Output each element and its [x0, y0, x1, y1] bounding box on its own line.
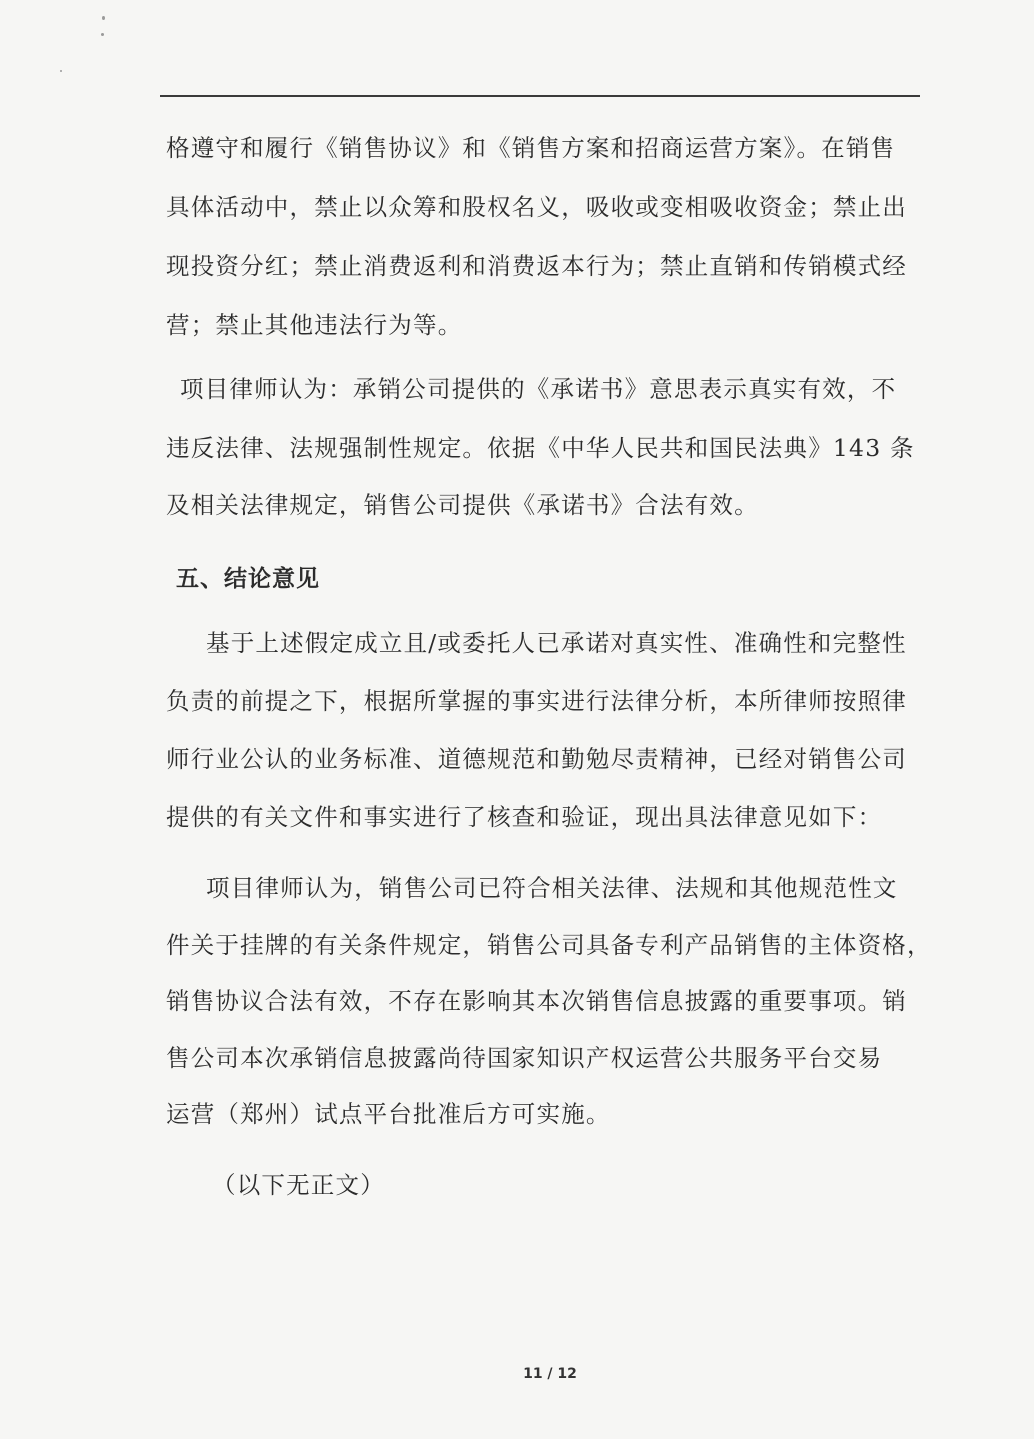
paragraph-1-line: 具体活动中，禁止以众筹和股权名义，吸收或变相吸收资金；禁止出	[166, 193, 907, 221]
speck	[60, 70, 62, 72]
paragraph-4-line: 项目律师认为，销售公司已符合相关法律、法规和其他规范性文	[206, 874, 898, 902]
page-number: 11 / 12	[523, 1366, 577, 1382]
paragraph-1-line: 营；禁止其他违法行为等。	[166, 311, 463, 339]
paragraph-4-line: 件关于挂牌的有关条件规定，销售公司具备专利产品销售的主体资格，	[166, 931, 932, 959]
speck	[101, 33, 104, 36]
paragraph-4-line: 销售协议合法有效，不存在影响其本次销售信息披露的重要事项。销	[166, 987, 907, 1015]
paragraph-4-line: 售公司本次承销信息披露尚待国家知识产权运营公共服务平台交易	[166, 1044, 883, 1072]
paragraph-2-line: 及相关法律规定，销售公司提供《承诺书》合法有效。	[166, 491, 759, 519]
paragraph-2-line: 违反法律、法规强制性规定。依据《中华人民共和国民法典》143 条	[166, 434, 915, 462]
paragraph-4-line: 运营（郑州）试点平台批准后方可实施。	[166, 1100, 611, 1128]
section-heading: 五、结论意见	[176, 566, 320, 592]
paragraph-3-line: 负责的前提之下，根据所掌握的事实进行法律分析，本所律师按照律	[166, 687, 907, 715]
paragraph-3-line: 师行业公认的业务标准、道德规范和勤勉尽责精神，已经对销售公司	[166, 745, 907, 773]
closing-note: （以下无正文）	[212, 1171, 385, 1199]
paragraph-2-line: 项目律师认为：承销公司提供的《承诺书》意思表示真实有效，不	[180, 375, 897, 403]
paragraph-1-line: 现投资分红；禁止消费返利和消费返本行为；禁止直销和传销模式经	[166, 252, 907, 280]
header-rule	[160, 95, 920, 97]
paragraph-3-line: 提供的有关文件和事实进行了核查和验证，现出具法律意见如下：	[166, 803, 883, 831]
speck	[102, 16, 105, 20]
paragraph-3-line: 基于上述假定成立且/或委托人已承诺对真实性、准确性和完整性	[206, 629, 907, 657]
paragraph-1-line: 格遵守和履行《销售协议》和《销售方案和招商运营方案》。在销售	[166, 134, 896, 162]
